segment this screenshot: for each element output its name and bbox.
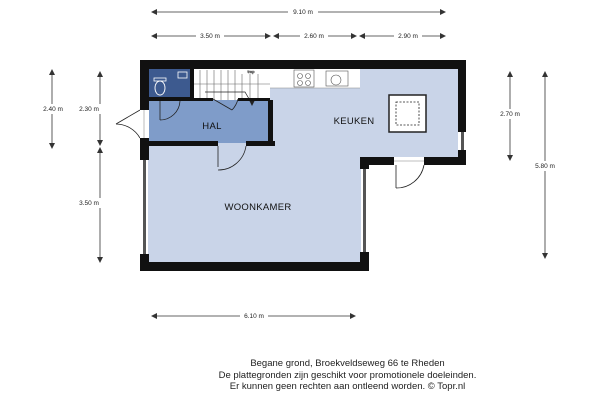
floors [148,68,458,263]
stair-label: trap [247,69,255,74]
toilet-room [148,68,193,101]
dim-bottom-width: 6.10 m [244,313,264,320]
dim-top-segment-2: 2.60 m [304,33,324,40]
dim-left-inner-top: 2.30 m [79,106,99,113]
caption-line-3: Er kunnen geen rechten aan ontleend worden. © Topr.nl [229,381,466,392]
caption-line-2: De plattegronden zijn geschikt voor promotionele doeleinden. [218,369,477,381]
kitchen-back-door [394,157,424,188]
dim-overall-width: 9.10 m [293,9,313,16]
dim-top-segment-3: 2.90 m [398,33,418,40]
dim-left-inner-bottom: 3.50 m [79,200,99,207]
caption-line-1: Begane grond, Broekveldseweg 66 te Rheden [250,358,445,369]
dim-top-segment-1: 3.50 m [200,33,220,40]
front-door [116,110,149,138]
dim-left-outer: 2.40 m [43,106,63,113]
skylight [389,95,426,132]
dim-right-inner: 2.70 m [500,111,520,118]
caption [0,358,600,393]
room-label-hal: HAL [202,121,222,132]
room-label-keuken: KEUKEN [333,116,375,127]
dim-right-outer: 5.80 m [535,163,555,170]
room-label-woonkamer: WOONKAMER [224,202,292,213]
